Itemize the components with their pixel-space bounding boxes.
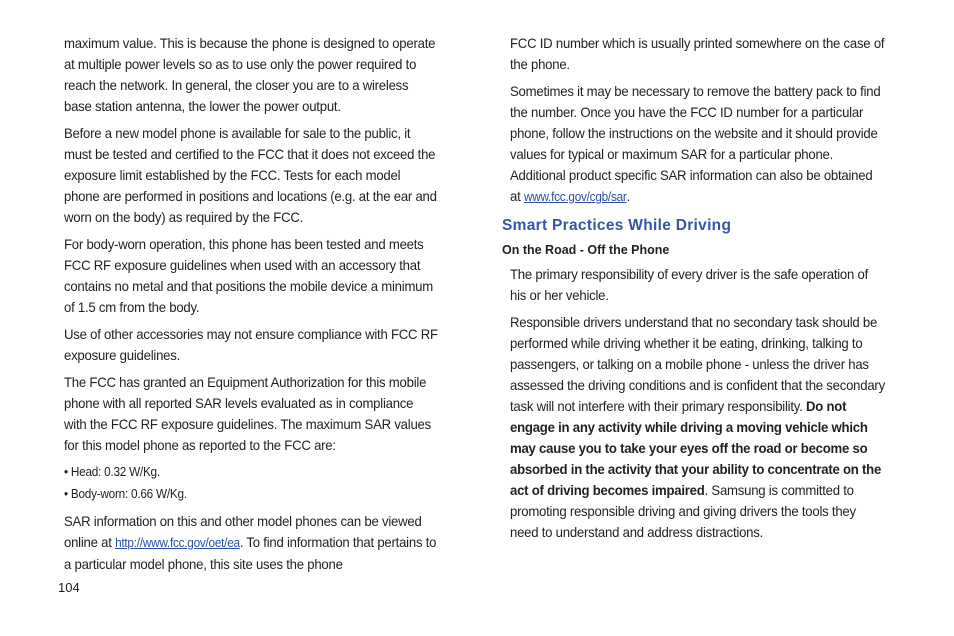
paragraph-responsible-drivers [510, 312, 886, 543]
paragraph-fcc-testing: Before a new model phone is available for sale to the public, it must be tested and certified to the FCC that it does not exceed the exposure limit established by the FCC. Tests for each model phone are performed in positions and locations (e.g. at the ear and worn on the body) as required by the FCC. [64, 125, 437, 225]
paragraph-body-worn: For body-worn operation, this phone has been tested and meets FCC RF exposure guidelines when used with an accessory that contains no metal and that positions the mobile device a minimum of 1.5 cm from the body. [64, 236, 434, 315]
bullet-body-sar: • Body-worn: 0.66 W/Kg. [64, 487, 187, 501]
subheading-on-the-road: On the Road - Off the Phone [502, 243, 670, 257]
paragraph-driver-responsibility: The primary responsibility of every driver is the safe operation of his or her vehicle. [510, 266, 869, 303]
fcc-cgb-sar-link[interactable]: www.fcc.gov/cgb/sar [523, 190, 627, 204]
battery-pack-text: Sometimes it may be necessary to remove the battery pack to find the number. Once you have the FCC ID number for a particular phone, follow the instructions on the website and it should provide values for typical or maximum SAR for a particular phone. Additional product specific SAR information can also be obtained at [510, 83, 881, 204]
bullet-head-sar: • Head: 0.32 W/Kg. [64, 465, 160, 479]
samsung-commitment-text: . Samsung is committed to promoting responsible driving and giving drivers the tools they need to understand and address distractions. [510, 482, 856, 540]
right-column [502, 33, 910, 549]
paragraph-power-levels: maximum value. This is because the phone is designed to operate at multiple power levels so as to use only the power required to reach the network. In general, the closer you are to a wireless base station antenna, the lower the power output. [64, 35, 436, 114]
paragraph-fcc-id: FCC ID number which is usually printed somewhere on the case of the phone. [510, 35, 885, 72]
paragraph-battery-pack [510, 81, 886, 208]
fcc-oet-link[interactable]: http://www.fcc.gov/oet/ea [115, 536, 240, 550]
responsible-drivers-text: Responsible drivers understand that no secondary task should be performed while driving whether it be eating, drinking, talking to passengers, or talking on a mobile phone - unless the driver has assessed the driving conditions and is confident that the secondary task will not interfere with their primary responsibility. [510, 314, 885, 414]
page-number: 104 [58, 580, 80, 595]
left-column [64, 33, 462, 581]
sar-online-text: SAR information on this and other model phones can be viewed online at [64, 513, 422, 550]
driving-warning-bold: Do not engage in any activity while driving a moving vehicle which may cause you to take your eyes off the road or become so absorbed in the activity that your ability to concentrate on the act of driving becomes impaired [510, 398, 882, 498]
sar-online-text-cont: . To find information that pertains to a particular model phone, this site uses the phone [64, 534, 437, 572]
paragraph-sar-online [64, 511, 438, 575]
paragraph-accessories: Use of other accessories may not ensure compliance with FCC RF exposure guidelines. [64, 326, 438, 363]
paragraph-equipment-authorization: The FCC has granted an Equipment Authorization for this mobile phone with all reported SAR levels evaluated as in compliance with the FCC RF exposure guidelines. The maximum SAR values for this model phone as reported to the FCC are: [64, 374, 431, 453]
battery-pack-text-end: . [626, 188, 630, 204]
section-heading-driving: Smart Practices While Driving [502, 217, 732, 234]
